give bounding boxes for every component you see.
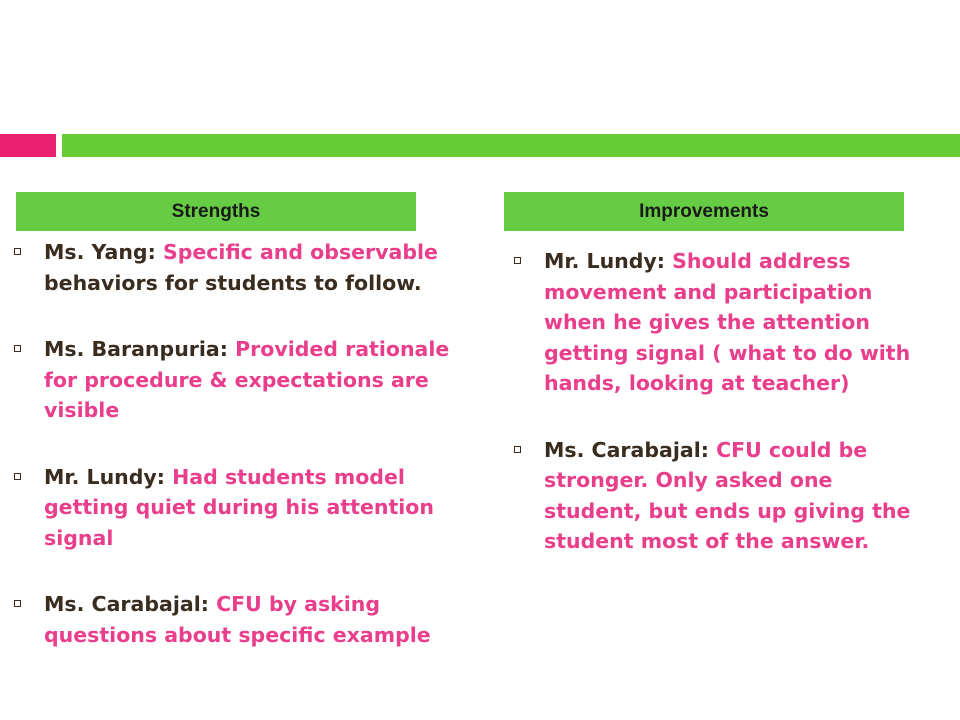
- square-bullet-icon: [14, 248, 21, 255]
- improvement-item: [512, 435, 912, 557]
- strengths-header-label: Strengths: [171, 200, 261, 222]
- strength-detail: behaviors for students to follow.: [44, 270, 422, 295]
- teacher-name: Ms. Yang:: [44, 240, 156, 264]
- teacher-name: Mr. Lundy:: [44, 464, 165, 489]
- strength-highlight: Provided rationale: [235, 337, 450, 361]
- square-bullet-icon: [514, 257, 521, 264]
- improvements-list: [512, 246, 912, 593]
- teacher-name: Ms. Baranpuria:: [44, 337, 228, 361]
- strength-highlight: Specific and observable: [162, 240, 438, 264]
- square-bullet-icon: [14, 600, 21, 607]
- strength-item: [12, 589, 462, 650]
- strengths-header: [16, 192, 416, 231]
- strength-highlight: Had students model: [172, 464, 405, 489]
- strengths-list: [12, 237, 462, 686]
- square-bullet-icon: [514, 446, 521, 453]
- improvement-item: [512, 246, 912, 399]
- accent-bar-green: [62, 134, 960, 157]
- improvement-text: CFU could be stronger. Only asked one student, but ends up giving the student most of the answer.: [544, 437, 911, 553]
- strength-detail: getting quiet during his attention signal: [44, 495, 434, 550]
- strength-detail: by asking questions about specific example: [44, 592, 431, 647]
- improvement-text: Should address movement and participation when he gives the attention getting signal ( what to do with hands, looking at teacher): [544, 249, 911, 395]
- teacher-name: Mr. Lundy:: [544, 249, 665, 273]
- teacher-name: Ms. Carabajal:: [44, 592, 209, 616]
- strength-detail: for procedure & expectations are visible: [44, 367, 429, 422]
- strength-item: [12, 334, 462, 426]
- improvements-header: [504, 192, 904, 231]
- improvements-header-label: Improvements: [639, 200, 769, 222]
- teacher-name: Ms. Carabajal:: [544, 437, 709, 462]
- strength-highlight: CFU: [216, 592, 262, 616]
- square-bullet-icon: [14, 345, 21, 352]
- strength-item: [12, 237, 462, 298]
- strength-item: [12, 462, 462, 554]
- square-bullet-icon: [14, 473, 21, 480]
- accent-bar-pink: [0, 134, 56, 157]
